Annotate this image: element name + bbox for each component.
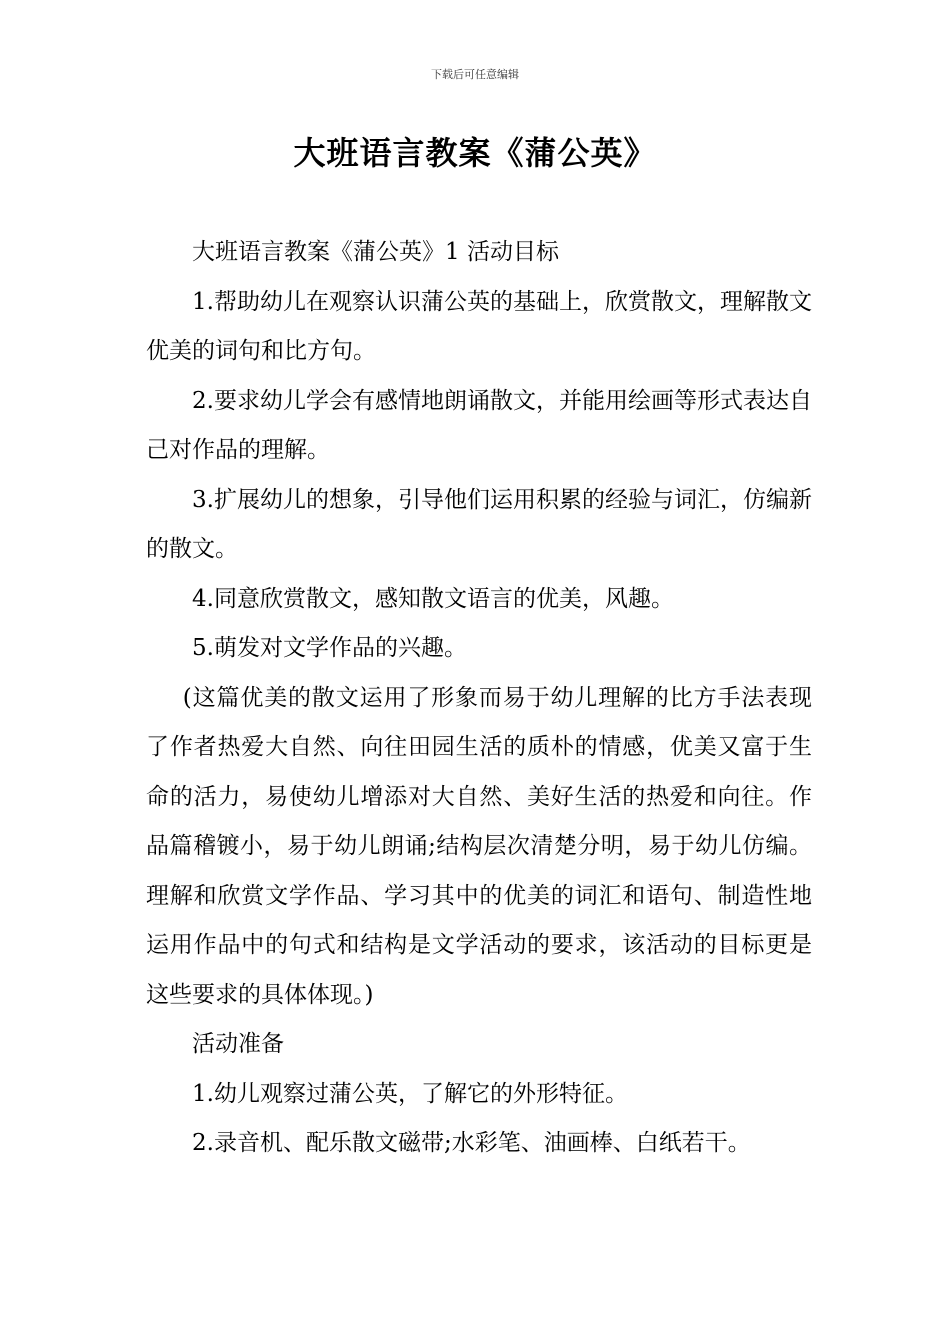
objective-item-3: 3.扩展幼儿的想象，引导他们运用积累的经验与词汇，仿编新的散文。: [146, 486, 812, 562]
objective-item-5: 5.萌发对文学作品的兴趣。: [192, 635, 467, 661]
document-body: [146, 228, 812, 1169]
objective-item-1: 1.帮助幼儿在观察认识蒲公英的基础上，欣赏散文，理解散文优美的词句和比方句。: [146, 288, 812, 364]
section-heading-preparation: 活动准备: [192, 1031, 284, 1057]
commentary-paragraph: (这篇优美的散文运用了形象而易于幼儿理解的比方手法表现了作者热爱大自然、向往田园生活的质朴的情感，优美又富于生命的活力，易使幼儿增添对大自然、美好生活的热爱和向往。作品篇稽镀小，易于幼儿朗诵;结构层次清楚分明，易于幼儿仿编。理解和欣赏文学作品、学习其中的优美的词汇和语句、制造性地运用作品中的句式和结构是文学活动的要求，该活动的目标更是这些要求的具体体现。): [146, 684, 812, 1008]
document-title: 大班语言教案《蒲公英》: [293, 134, 657, 172]
preparation-item-2: 2.录音机、配乐散文磁带;水彩笔、油画棒、白纸若干。: [192, 1130, 751, 1156]
objective-item-4: 4.同意欣赏散文，感知散文语言的优美，风趣。: [192, 585, 674, 612]
objective-item-2: 2.要求幼儿学会有感情地朗诵散文，并能用绘画等形式表达自己对作品的理解。: [146, 387, 812, 463]
preparation-item-1: 1.幼儿观察过蒲公英，了解它的外形特征。: [192, 1080, 628, 1107]
header-note: 下载后可任意编辑: [431, 68, 519, 81]
section-heading-objectives: 大班语言教案《蒲公英》1 活动目标: [192, 239, 559, 265]
